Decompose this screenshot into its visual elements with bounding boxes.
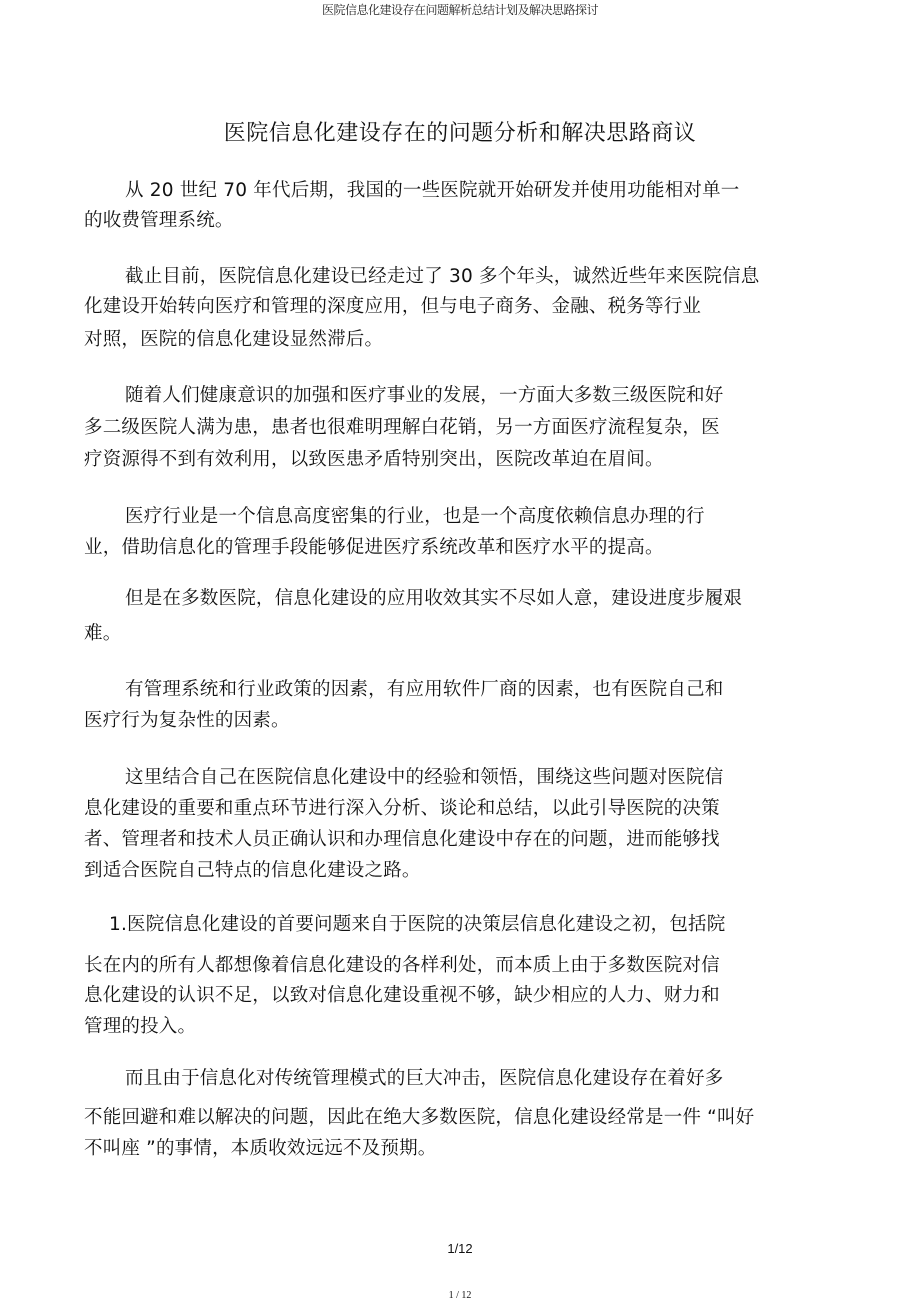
running-header: 医院信息化建设存在问题解析总结计划及解决思路探讨 bbox=[321, 3, 598, 17]
paragraph-line: 者、管理者和技术人员正确认识和办理信息化建设中存在的问题，进而能够找 bbox=[84, 829, 720, 850]
paragraph-line: 对照，医院的信息化建设显然滞后。 bbox=[84, 329, 384, 350]
page-indicator: 1 / 12 bbox=[448, 1290, 472, 1301]
paragraph-line: 疗资源得不到有效利用，以致医患矛盾特别突出，医院改革迫在眉间。 bbox=[84, 449, 664, 470]
paragraph-line: 到适合医院自己特点的信息化建设之路。 bbox=[84, 860, 421, 881]
paragraph-line: 多二级医院人满为患，患者也很难明理解白花销，另一方面医疗流程复杂，医 bbox=[84, 417, 720, 438]
paragraph-line: 但是在多数医院，信息化建设的应用收效其实不尽如人意，建设进度步履艰 bbox=[125, 588, 743, 609]
paragraph-line: 长在内的所有人都想像着信息化建设的各样利处，而本质上由于多数医院对信 bbox=[84, 955, 720, 976]
paragraph-line: 不能回避和难以解决的问题，因此在绝大多数医院，信息化建设经常是一件 “叫好 bbox=[84, 1107, 755, 1128]
page-number: 1/12 bbox=[447, 1241, 473, 1256]
paragraph-line: 难。 bbox=[84, 623, 122, 644]
paragraph-line: 的收费管理系统。 bbox=[84, 210, 234, 231]
paragraph-line: 息化建设的重要和重点环节进行深入分析、谈论和总结，以此引导医院的决策 bbox=[84, 798, 720, 819]
paragraph-line: 这里结合自己在医院信息化建设中的经验和领悟，围绕这些问题对医院信 bbox=[125, 767, 724, 788]
paragraph-line: 截止目前，医院信息化建设已经走过了 30 多个年头，诚然近些年来医院信息 bbox=[125, 266, 760, 287]
paragraph-line: 息化建设的认识不足，以致对信息化建设重视不够，缺少相应的人力、财力和 bbox=[84, 985, 720, 1006]
paragraph-line: 有管理系统和行业政策的因素，有应用软件厂商的因素，也有医院自己和 bbox=[125, 679, 724, 700]
paragraph-line: 业，借助信息化的管理手段能够促进医疗系统改革和医疗水平的提高。 bbox=[84, 537, 664, 558]
paragraph-line: 医疗行为复杂性的因素。 bbox=[84, 710, 290, 731]
paragraph-line: 从 20 世纪 70 年代后期，我国的一些医院就开始研发并使用功能相对单一 bbox=[125, 180, 740, 201]
paragraph-line: 随着人们健康意识的加强和医疗事业的发展，一方面大多数三级医院和好 bbox=[125, 385, 724, 406]
paragraph-line: 管理的投入。 bbox=[84, 1016, 197, 1037]
paragraph-line: 1.医院信息化建设的首要问题来自于医院的决策层信息化建设之初，包括院 bbox=[109, 914, 726, 935]
paragraph-line: 而且由于信息化对传统管理模式的巨大冲击，医院信息化建设存在着好多 bbox=[125, 1068, 724, 1089]
paragraph-line: 不叫座 ”的事情，本质收效远远不及预期。 bbox=[84, 1138, 437, 1159]
paragraph-line: 化建设开始转向医疗和管理的深度应用，但与电子商务、金融、税务等行业 bbox=[84, 296, 702, 317]
document-title: 医院信息化建设存在的问题分析和解决思路商议 bbox=[223, 121, 697, 146]
paragraph-line: 医疗行业是一个信息高度密集的行业，也是一个高度依赖信息办理的行 bbox=[125, 506, 705, 527]
